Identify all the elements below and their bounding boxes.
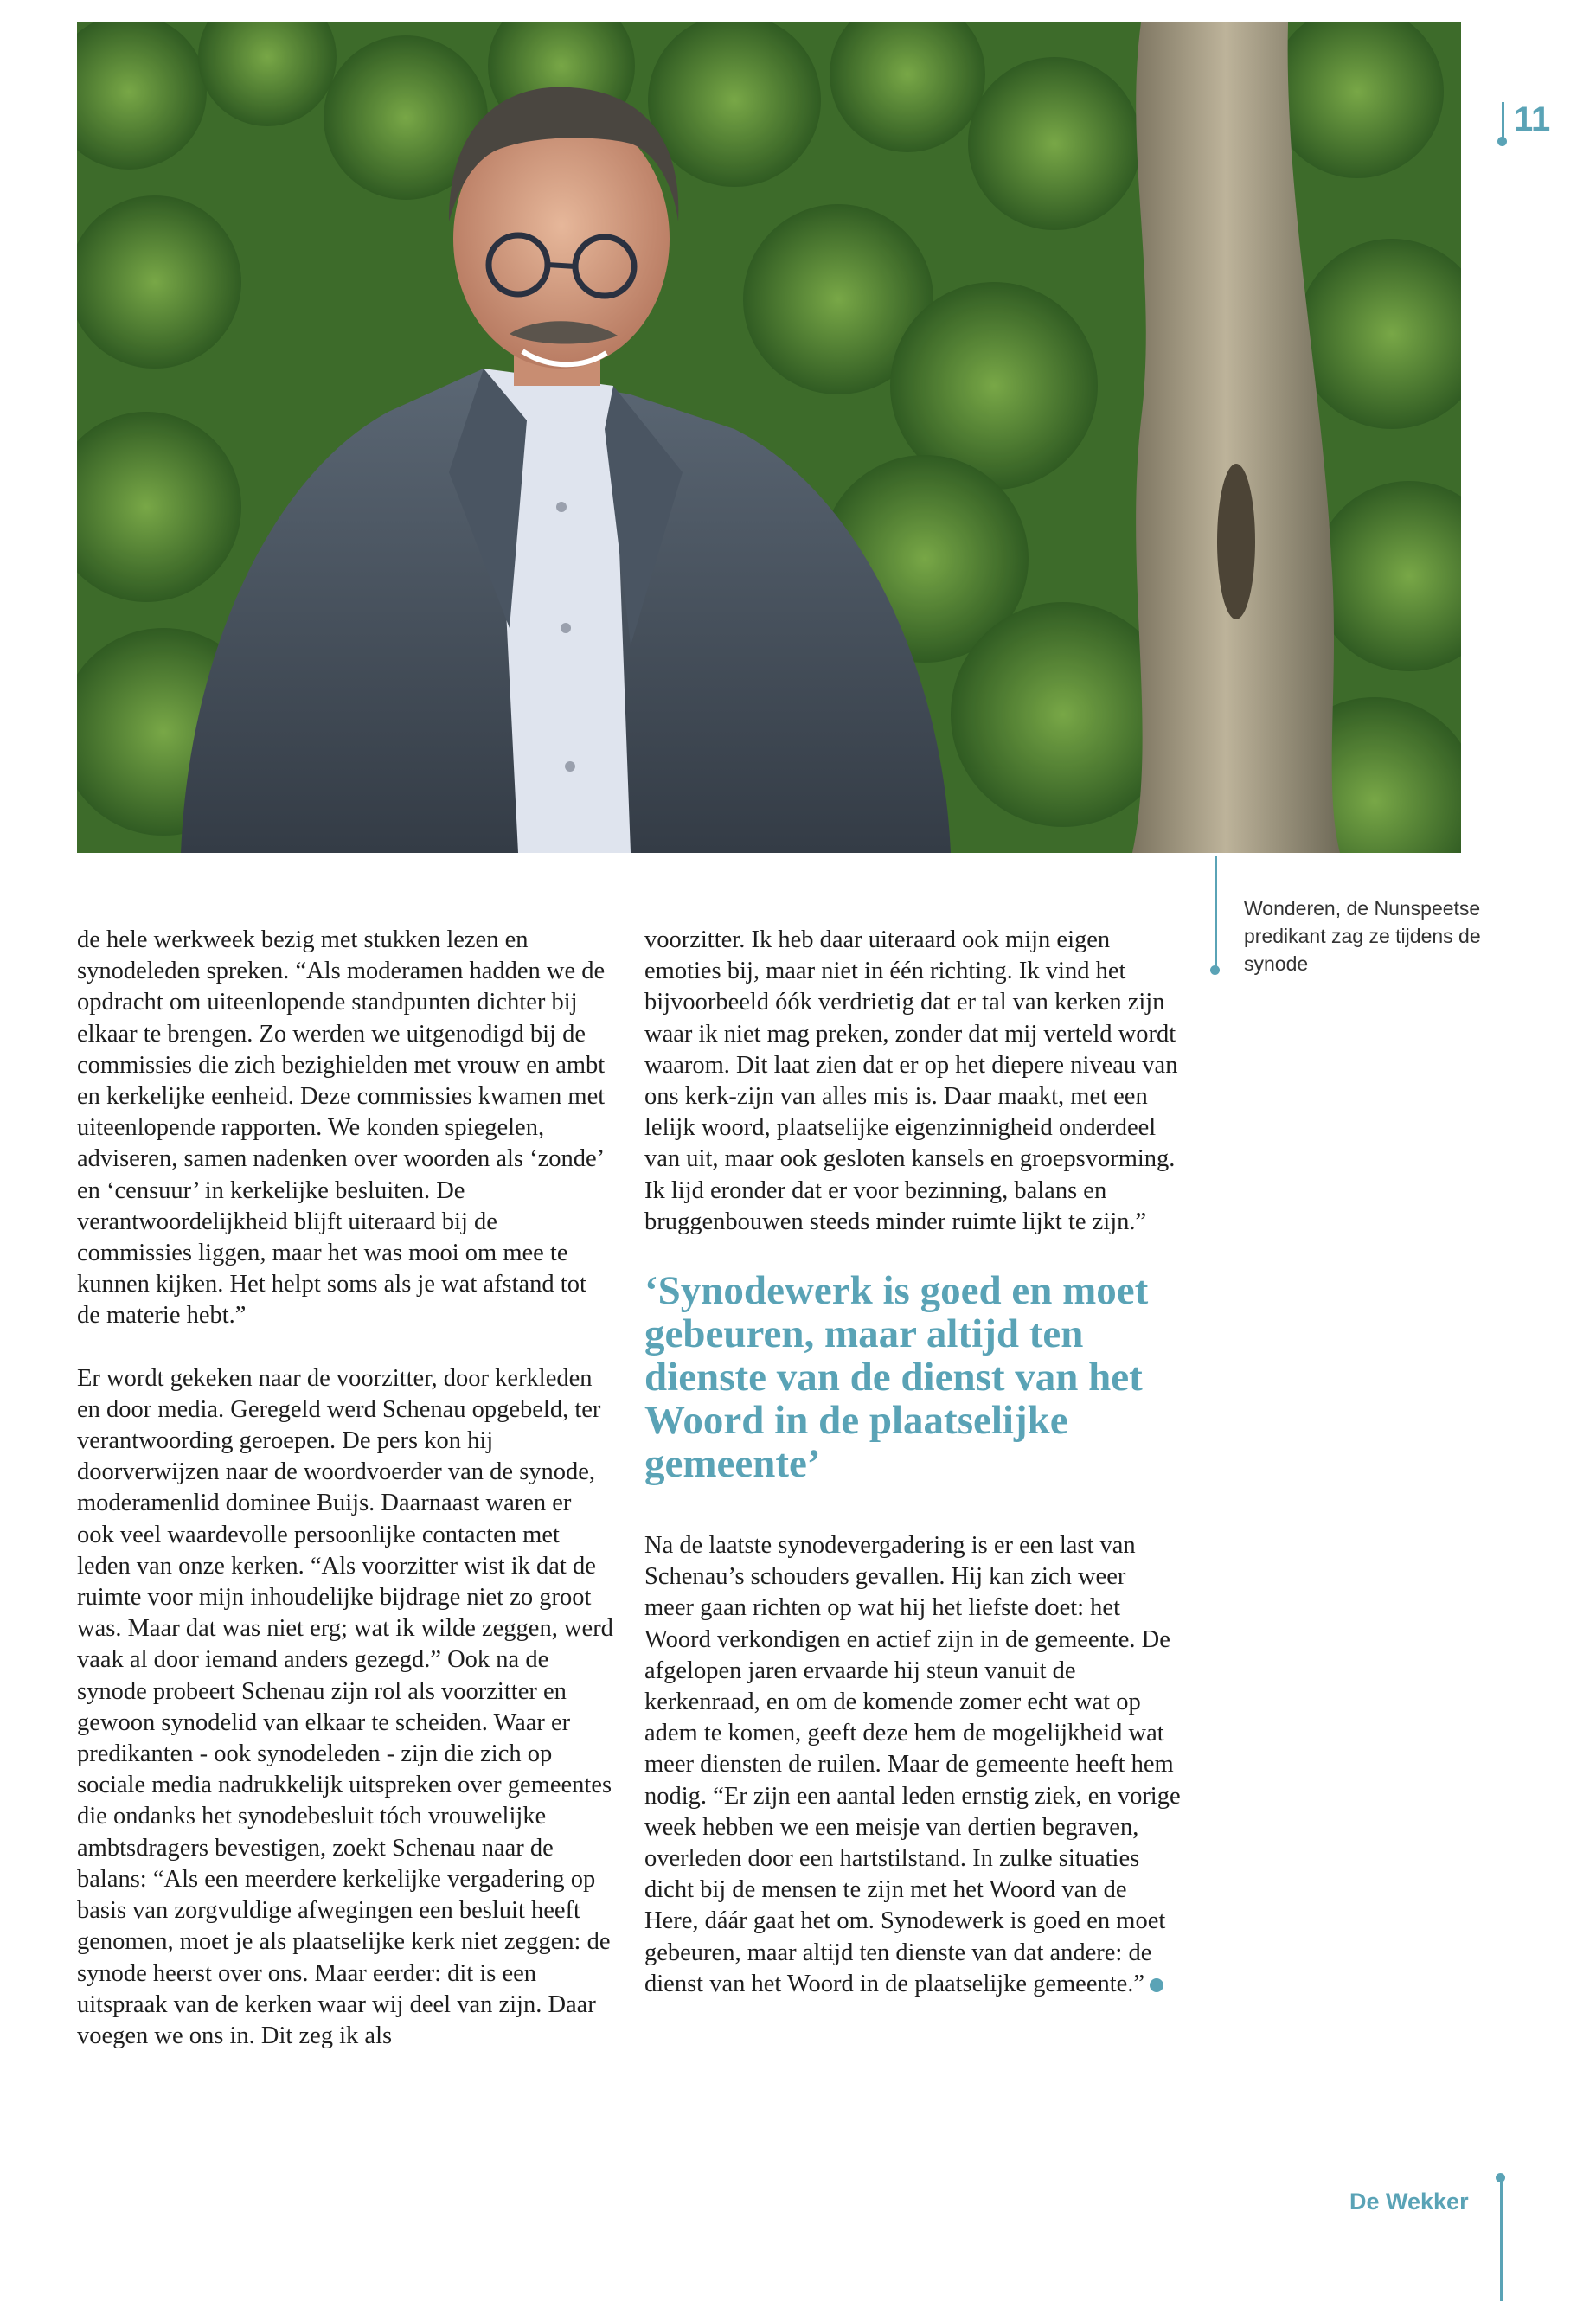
right-paragraph-2	[644, 1530, 1181, 2000]
right-column	[644, 925, 1181, 2031]
photo-caption: Wonderen, de Nunspeetse predikant zag ze tijdens de synode	[1244, 897, 1481, 975]
article-end-mark	[1150, 1978, 1163, 1992]
magazine-name: De Wekker	[1349, 2189, 1469, 2214]
right-paragraph-1: voorzitter. Ik heb daar uiteraard ook mijn eigen emoties bij, maar niet in één richting. Ik vind het bijvoorbeeld óók verdrietig dat er tal van kerken zijn waar ik niet mag preken, zonder dat mij verteld wordt waarom. Dit laat zien dat er op het diepere niveau van ons kerk-zijn van alles mis is. Daar maakt, met een lelijk woord, plaatselijke eigenzinnigheid onderdeel van uit, maar ook gesloten kansels en groepsvorming. Ik lijd eronder dat er voor bezinning, balans en bruggenbouwen steeds minder ruimte lijkt te zijn.”	[644, 926, 1178, 1235]
left-column	[77, 925, 613, 2083]
left-paragraph-1: de hele werkweek bezig met stukken lezen en synodeleden spreken. “Als moderamen hadden we de opdracht om uiteenlopende standpunten dichter bij elkaar te brengen. Zo werden we uitgenodigd bij de commissies die zich bezighielden met vrouw en ambt en kerkelijke eenheid. Deze commissies kwamen met uiteenlopende rapporten. We konden spiegelen, adviseren, samen nadenken over woorden als ‘zonde’ en ‘censuur’ in kerkelijke besluiten. De verantwoordelijkheid blijft uiteraard bij de commissies liggen, maar het was mooi om mee te kunnen kijken. Het helpt soms als je wat afstand tot de materie hebt.”	[77, 926, 606, 1330]
portrait-photo	[77, 22, 1461, 853]
footer-rule	[1500, 2178, 1503, 2301]
caption-rule	[1215, 856, 1217, 969]
left-paragraph-2: Er wordt gekeken naar de voorzitter, door kerkleden en door media. Geregeld werd Schenau opgebeld, ter verantwoording geroepen. De pers kon hij doorverwijzen naar de woordvoerder van de synode, moderamenlid dominee Buijs. Daarnaast waren er ook veel waardevolle persoonlijke contacten met leden van onze kerken. “Als voorzitter wist ik dat de ruimte voor mijn inhoudelijke bijdrage niet zo groot was. Maar dat was niet erg; wat ik wilde zeggen, werd vaak al door iemand anders gezegd.” Ook na de synode probeert Schenau zijn rol als voorzitter en gewoon synodelid van elkaar te scheiden. Waar er predikanten - ook synodeleden - zijn die zich op sociale media nadrukkelijk uitspreken over gemeentes die ondanks het synodebesluit tóch vrouwelijke ambtsdragers bevestigen, zoekt Schenau naar de balans: “Als een meerdere kerkelijke vergadering op basis van zorgvuldige afwegingen een besluit heeft genomen, moet je als plaatselijke kerk niet zeggen: de synode heerst over ons. Maar eerder: dit is een uitspraak van de kerken waar wij deel van zijn. Daar voegen we ons in. Dit zeg ik als	[77, 1364, 613, 2049]
page-number: 11	[1514, 100, 1551, 138]
page-number-dot	[1497, 137, 1507, 146]
page-number-rule	[1502, 102, 1504, 140]
pull-quote: ‘Synodewerk is goed en moet gebeuren, maar altijd ten dienste van de dienst van het Woord in de plaatselijke gemeente’	[644, 1268, 1149, 1487]
caption-dot	[1210, 965, 1220, 975]
right-paragraph-2-text: Na de laatste synodevergadering is er een last van Schenau’s schouders gevallen. Hij kan zich weer meer gaan richten op wat hij het liefste doet: het Woord verkondigen en actief zijn in de gemeente. De afgelopen jaren ervaarde hij steun vanuit de kerkenraad, en om de komende zomer echt wat op adem te komen, geeft deze hem de mogelijkheid wat meer diensten de ruilen. Maar de gemeente heeft hem nodig. “Er zijn een aantal leden ernstig ziek, en vorige week hebben we een meisje van dertien begraven, overleden door een hartstilstand. In zulke situaties dicht bij de mensen te zijn met het Woord van de Here, dáár gaat het om. Synodewerk is goed en moet gebeuren, maar altijd ten dienste van dat andere: de dienst van het Woord in de plaatselijke gemeente.”	[644, 1532, 1181, 1997]
portrait-photo-illustration	[77, 22, 1461, 853]
